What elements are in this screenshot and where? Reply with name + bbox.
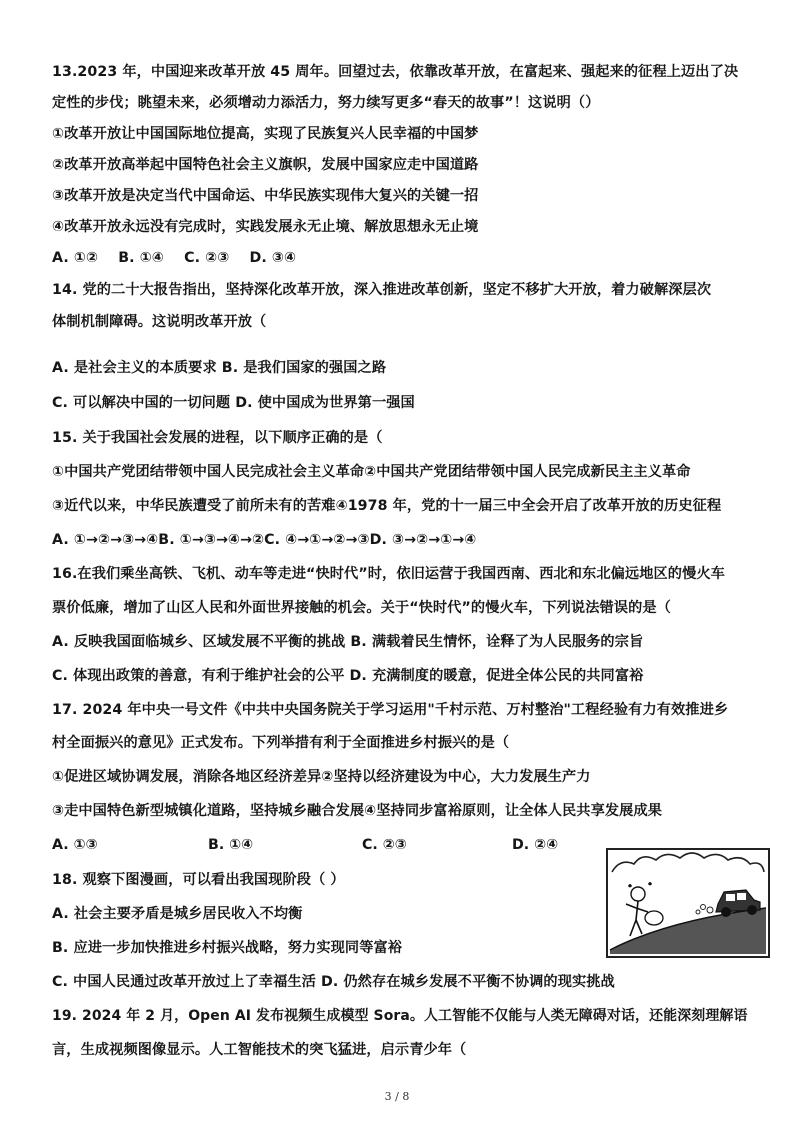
q16-options-ab: A. 反映我国面临城乡、区域发展不平衡的挑战 B. 满载着民生情怀，诠释了为人民服务的宗旨 [52, 634, 644, 650]
q18-options-cd: C. 中国人民通过改革开放过上了幸福生活 D. 仍然存在城乡发展不平衡不协调的现实挑战 [52, 974, 615, 990]
q17-items-1-2: ①促进区域协调发展，消除各地区经济差异②坚持以经济建设为中心，大力发展生产力 [52, 769, 591, 785]
q13-stem-line1: 13.2023 年，中国迎来改革开放 45 周年。回望过去，依靠改革开放，在富起来、强起来的征程上迈出了决 [52, 64, 739, 80]
q17-stem-line2: 村全面振兴的意见》正式发布。下列举措有利于全面推进乡村振兴的是（ [52, 735, 510, 751]
q15-items-1-2: ①中国共产党团结带领中国人民完成社会主义革命②中国共产党团结带领中国人民完成新民主主义革命 [52, 464, 691, 480]
q13-statement-4: ④改革开放永远没有完成时，实践发展永无止境、解放思想永无止境 [52, 219, 479, 235]
q17-option-a: A. ①③ [52, 837, 98, 853]
q18-option-b: B. 应进一步加快推进乡村振兴战略，努力实现同等富裕 [52, 940, 403, 956]
q13-options: A. ①② B. ①④ C. ②③ D. ③④ [52, 250, 297, 266]
q15-stem: 15. 关于我国社会发展的进程，以下顺序正确的是（ [52, 430, 383, 446]
cartoon-image [606, 848, 770, 958]
q13-statement-1: ①改革开放让中国国际地位提高，实现了民族复兴人民幸福的中国梦 [52, 126, 479, 142]
q18-option-a: A. 社会主要矛盾是城乡居民收入不均衡 [52, 906, 303, 922]
cartoon-drawing [608, 850, 768, 956]
page-number: 3 / 8 [384, 1090, 410, 1103]
q16-options-cd: C. 体现出政策的善意，有利于维护社会的公平 D. 充满制度的暖意，促进全体公民的共同富裕 [52, 668, 644, 684]
q13-statement-2: ②改革开放高举起中国特色社会主义旗帜，发展中国家应走中国道路 [52, 157, 479, 173]
q13-statement-3: ③改革开放是决定当代中国命运、中华民族实现伟大复兴的关键一招 [52, 188, 479, 204]
q19-stem-line1: 19. 2024 年 2 月，Open AI 发布视频生成模型 Sora。人工智能不仅能与人类无障碍对话，还能深刻理解语 [52, 1008, 748, 1024]
q13-stem-line2: 定性的步伐；眺望未来，必须增动力添活力，努力续写更多“春天的故事”！这说明（） [52, 95, 600, 111]
q17-option-b: B. ①④ [208, 837, 254, 853]
q17-items-3-4: ③走中国特色新型城镇化道路，坚持城乡融合发展④坚持同步富裕原则，让全体人民共享发展成果 [52, 803, 663, 819]
q14-stem-line1: 14. 党的二十大报告指出，坚持深化改革开放，深入推进改革创新，坚定不移扩大开放，着力破解深层次 [52, 282, 712, 298]
q15-options: A. ①→②→③→④B. ①→③→④→②C. ④→①→②→③D. ③→②→①→④ [52, 532, 477, 548]
q16-stem-line1: 16.在我们乘坐高铁、飞机、动车等走进“快时代”时，依旧运营于我国西南、西北和东北偏远地区的慢火车 [52, 566, 725, 582]
q17-option-d: D. ②④ [512, 837, 559, 853]
q18-stem: 18. 观察下图漫画，可以看出我国现阶段（ ） [52, 872, 345, 888]
q17-option-c: C. ②③ [362, 837, 407, 853]
q14-options-ab: A. 是社会主义的本质要求 B. 是我们国家的强国之路 [52, 360, 387, 376]
q14-stem-line2: 体制机制障碍。这说明改革开放（ [52, 314, 267, 330]
q14-options-cd: C. 可以解决中国的一切问题 D. 使中国成为世界第一强国 [52, 395, 415, 411]
q19-stem-line2: 言，生成视频图像显示。人工智能技术的突飞猛进，启示青少年（ [52, 1042, 467, 1058]
q17-stem-line1: 17. 2024 年中央一号文件《中共中央国务院关于学习运用"千村示范、万村整治"工程经验有力有效推进乡 [52, 702, 729, 718]
q16-stem-line2: 票价低廉，增加了山区人民和外面世界接触的机会。关于“快时代”的慢火车，下列说法错误的是（ [52, 600, 671, 616]
q15-items-3-4: ③近代以来，中华民族遭受了前所未有的苦难④1978 年，党的十一届三中全会开启了改革开放的历史征程 [52, 498, 722, 514]
